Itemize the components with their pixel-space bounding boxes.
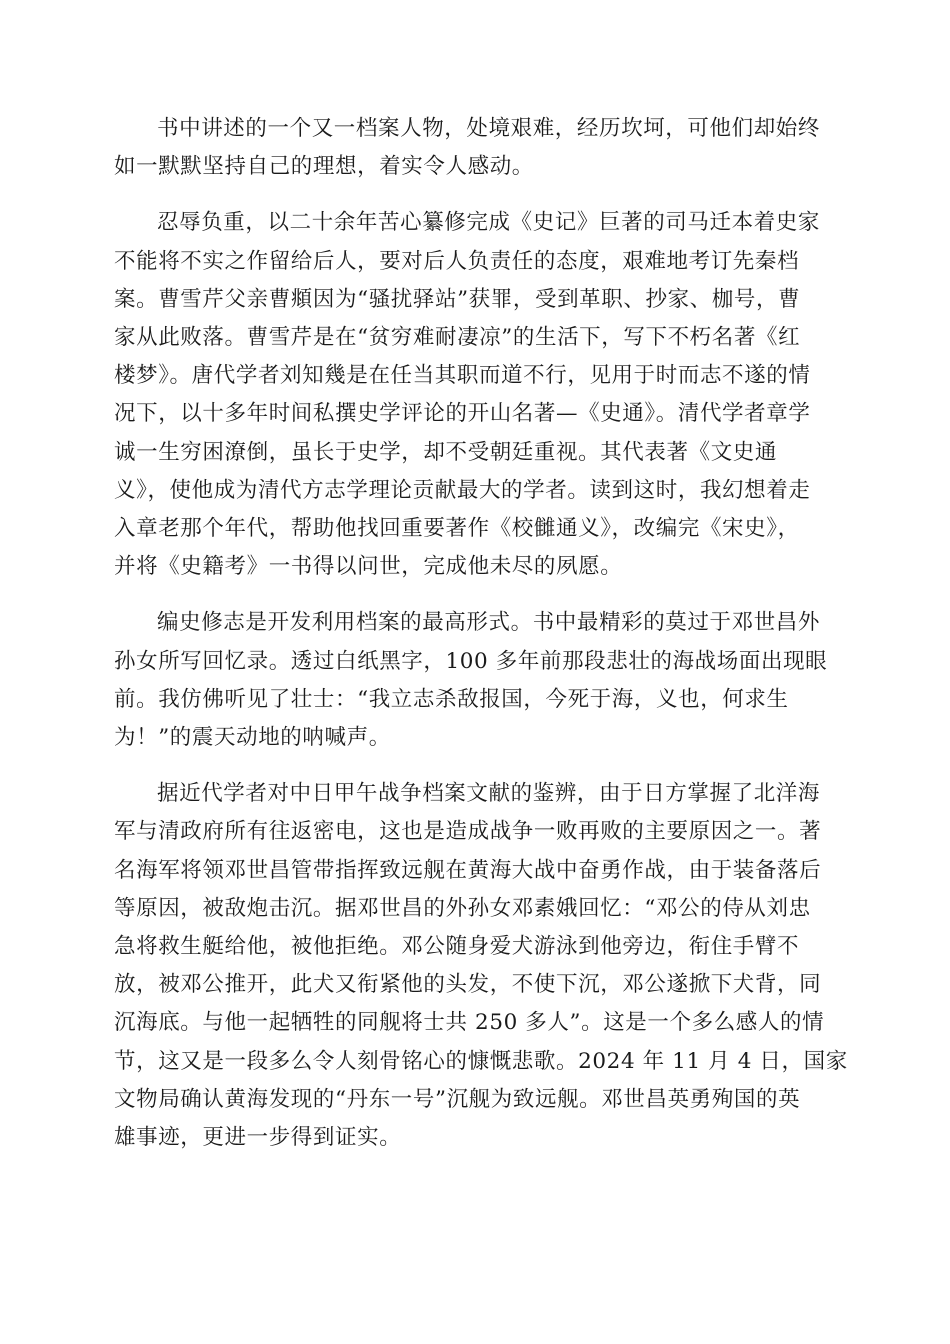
text-line: 等原因，被敌炮击沉。据邓世昌的外孙女邓素娥回忆：“邓公的侍从刘忠: [114, 895, 811, 921]
text-line: 据近代学者对中日甲午战争档案文献的鉴辨，由于日方掌握了北洋海: [157, 781, 821, 807]
text-line: 名海军将领邓世昌管带指挥致远舰在黄海大战中奋勇作战，由于装备落后: [114, 857, 822, 883]
text-line: 放，被邓公推开，此犬又衔紧他的头发，不使下沉，邓公遂掀下犬背，同: [114, 972, 822, 998]
text-line: 孙女所写回忆录。透过白纸黑字，100 多年前那段悲壮的海战场面出现眼: [114, 648, 828, 674]
text-line: 诚一生穷困潦倒，虽长于史学，却不受朝廷重视。其代表著《文史通: [114, 439, 778, 465]
paragraph-2: [114, 204, 836, 586]
text-line: 不能将不实之作留给后人，要对后人负责任的态度，艰难地考订先秦档: [114, 248, 800, 274]
text-line: 况下，以十多年时间私撰史学评论的开山名著—《史通》。清代学者章学: [114, 401, 811, 427]
text-line: 为！”的震天动地的呐喊声。: [114, 725, 391, 751]
text-line: 军与清政府所有往返密电，这也是造成战争一败再败的主要原因之一。著: [114, 819, 822, 845]
text-line: 沉海底。与他一起牺牲的同舰将士共 250 多人”。这是一个多么感人的情: [114, 1010, 825, 1036]
text-line: 文物局确认黄海发现的“丹东一号”沉舰为致远舰。邓世昌英勇殉国的英: [114, 1086, 801, 1112]
text-line: 家从此败落。曹雪芹是在“贫穷难耐凄凉”的生活下，写下不朽名著《红: [114, 325, 801, 351]
paragraph-4: [114, 775, 848, 1157]
text-line: 前。我仿佛听见了壮士：“我立志杀敌报国，今死于海，义也，何求生: [114, 686, 789, 712]
text-line: 节，这又是一段多么令人刻骨铭心的慷慨悲歌。2024 年 11 月 4 日，国家: [114, 1048, 848, 1074]
paragraph-3: [114, 604, 836, 757]
text-line: 忍辱负重，以二十余年苦心纂修完成《史记》巨著的司马迁本着史家: [157, 210, 821, 236]
text-line: 如一默默坚持自己的理想，着实令人感动。: [114, 154, 534, 180]
text-line: 楼梦》。唐代学者刘知幾是在任当其职而道不行，见用于时而志不遂的情: [114, 363, 811, 389]
text-line: 书中讲述的一个又一档案人物，处境艰难，经历坎坷，可他们却始终: [157, 116, 821, 141]
text-line: 并将《史籍考》一书得以问世，完成他未尽的夙愿。: [114, 554, 623, 580]
text-line: 雄事迹，更进一步得到证实。: [114, 1125, 402, 1151]
text-line: 编史修志是开发利用档案的最高形式。书中最精彩的莫过于邓世昌外: [157, 610, 821, 636]
text-line: 义》，使他成为清代方志学理论贡献最大的学者。读到这时，我幻想着走: [114, 477, 811, 503]
paragraph-1: [114, 110, 836, 186]
text-line: 案。曹雪芹父亲曹頫因为“骚扰驿站”获罪，受到革职、抄家、枷号，曹: [114, 286, 801, 312]
text-line: 急将救生艇给他，被他拒绝。邓公随身爱犬游泳到他旁边，衔住手臂不: [114, 934, 800, 960]
text-line: 入章老那个年代，帮助他找回重要著作《校雠通义》，改编完《宋史》，: [114, 516, 800, 542]
document-body: [114, 110, 848, 1175]
